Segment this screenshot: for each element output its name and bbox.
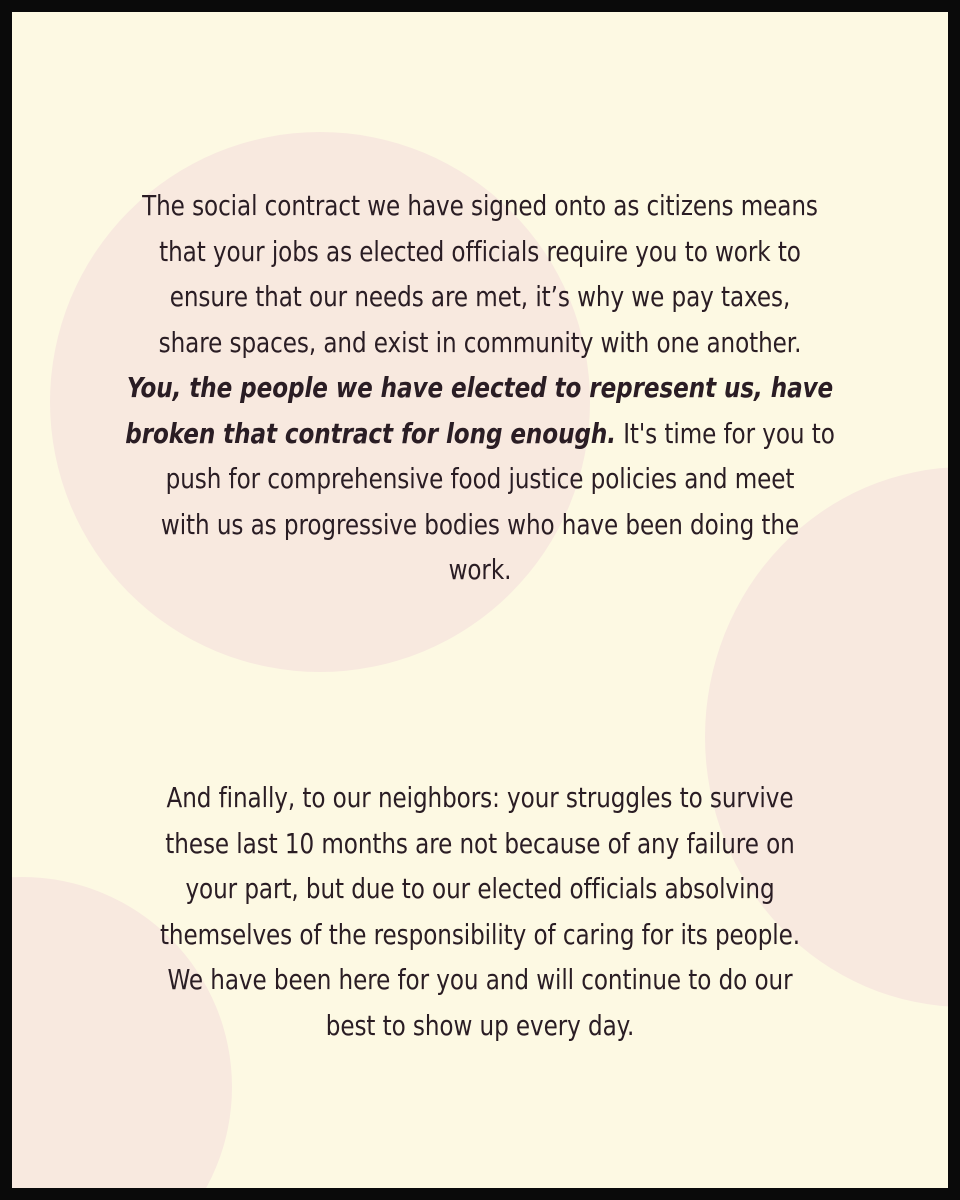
text-line: with us as progressive bodies who have been doing the <box>160 508 800 541</box>
text-line: work. <box>448 554 512 586</box>
emphasis-text: broken that contract for long enough. <box>125 417 616 450</box>
paragraph-neighbors <box>120 776 839 1049</box>
paragraph-social-contract <box>120 184 839 594</box>
text-line: best to show up every day. <box>325 1009 635 1042</box>
text-after-emphasis: It's time for you to <box>615 417 835 450</box>
text-line: And finally, to our neighbors: your struggles to survive <box>166 782 794 814</box>
text-line: push for comprehensive food justice policies and meet <box>165 463 795 495</box>
text-line: your part, but due to our elected officials absolving <box>185 873 775 905</box>
text-line: that your jobs as elected officials require you to work to <box>159 235 801 268</box>
text-line: We have been here for you and will continue to do our <box>167 964 793 996</box>
text-line <box>120 412 839 458</box>
text-line: share spaces, and exist in community with one another. <box>158 326 802 359</box>
text-line: The social contract we have signed onto as citizens means <box>142 190 818 222</box>
page-frame <box>12 12 948 1188</box>
text-line: themselves of the responsibility of caring for its people. <box>159 918 801 951</box>
text-line: these last 10 months are not because of any failure on <box>165 827 795 860</box>
emphasis-line: You, the people we have elected to represent us, have <box>126 372 834 404</box>
text-line: ensure that our needs are met, it’s why we pay taxes, <box>169 281 791 313</box>
